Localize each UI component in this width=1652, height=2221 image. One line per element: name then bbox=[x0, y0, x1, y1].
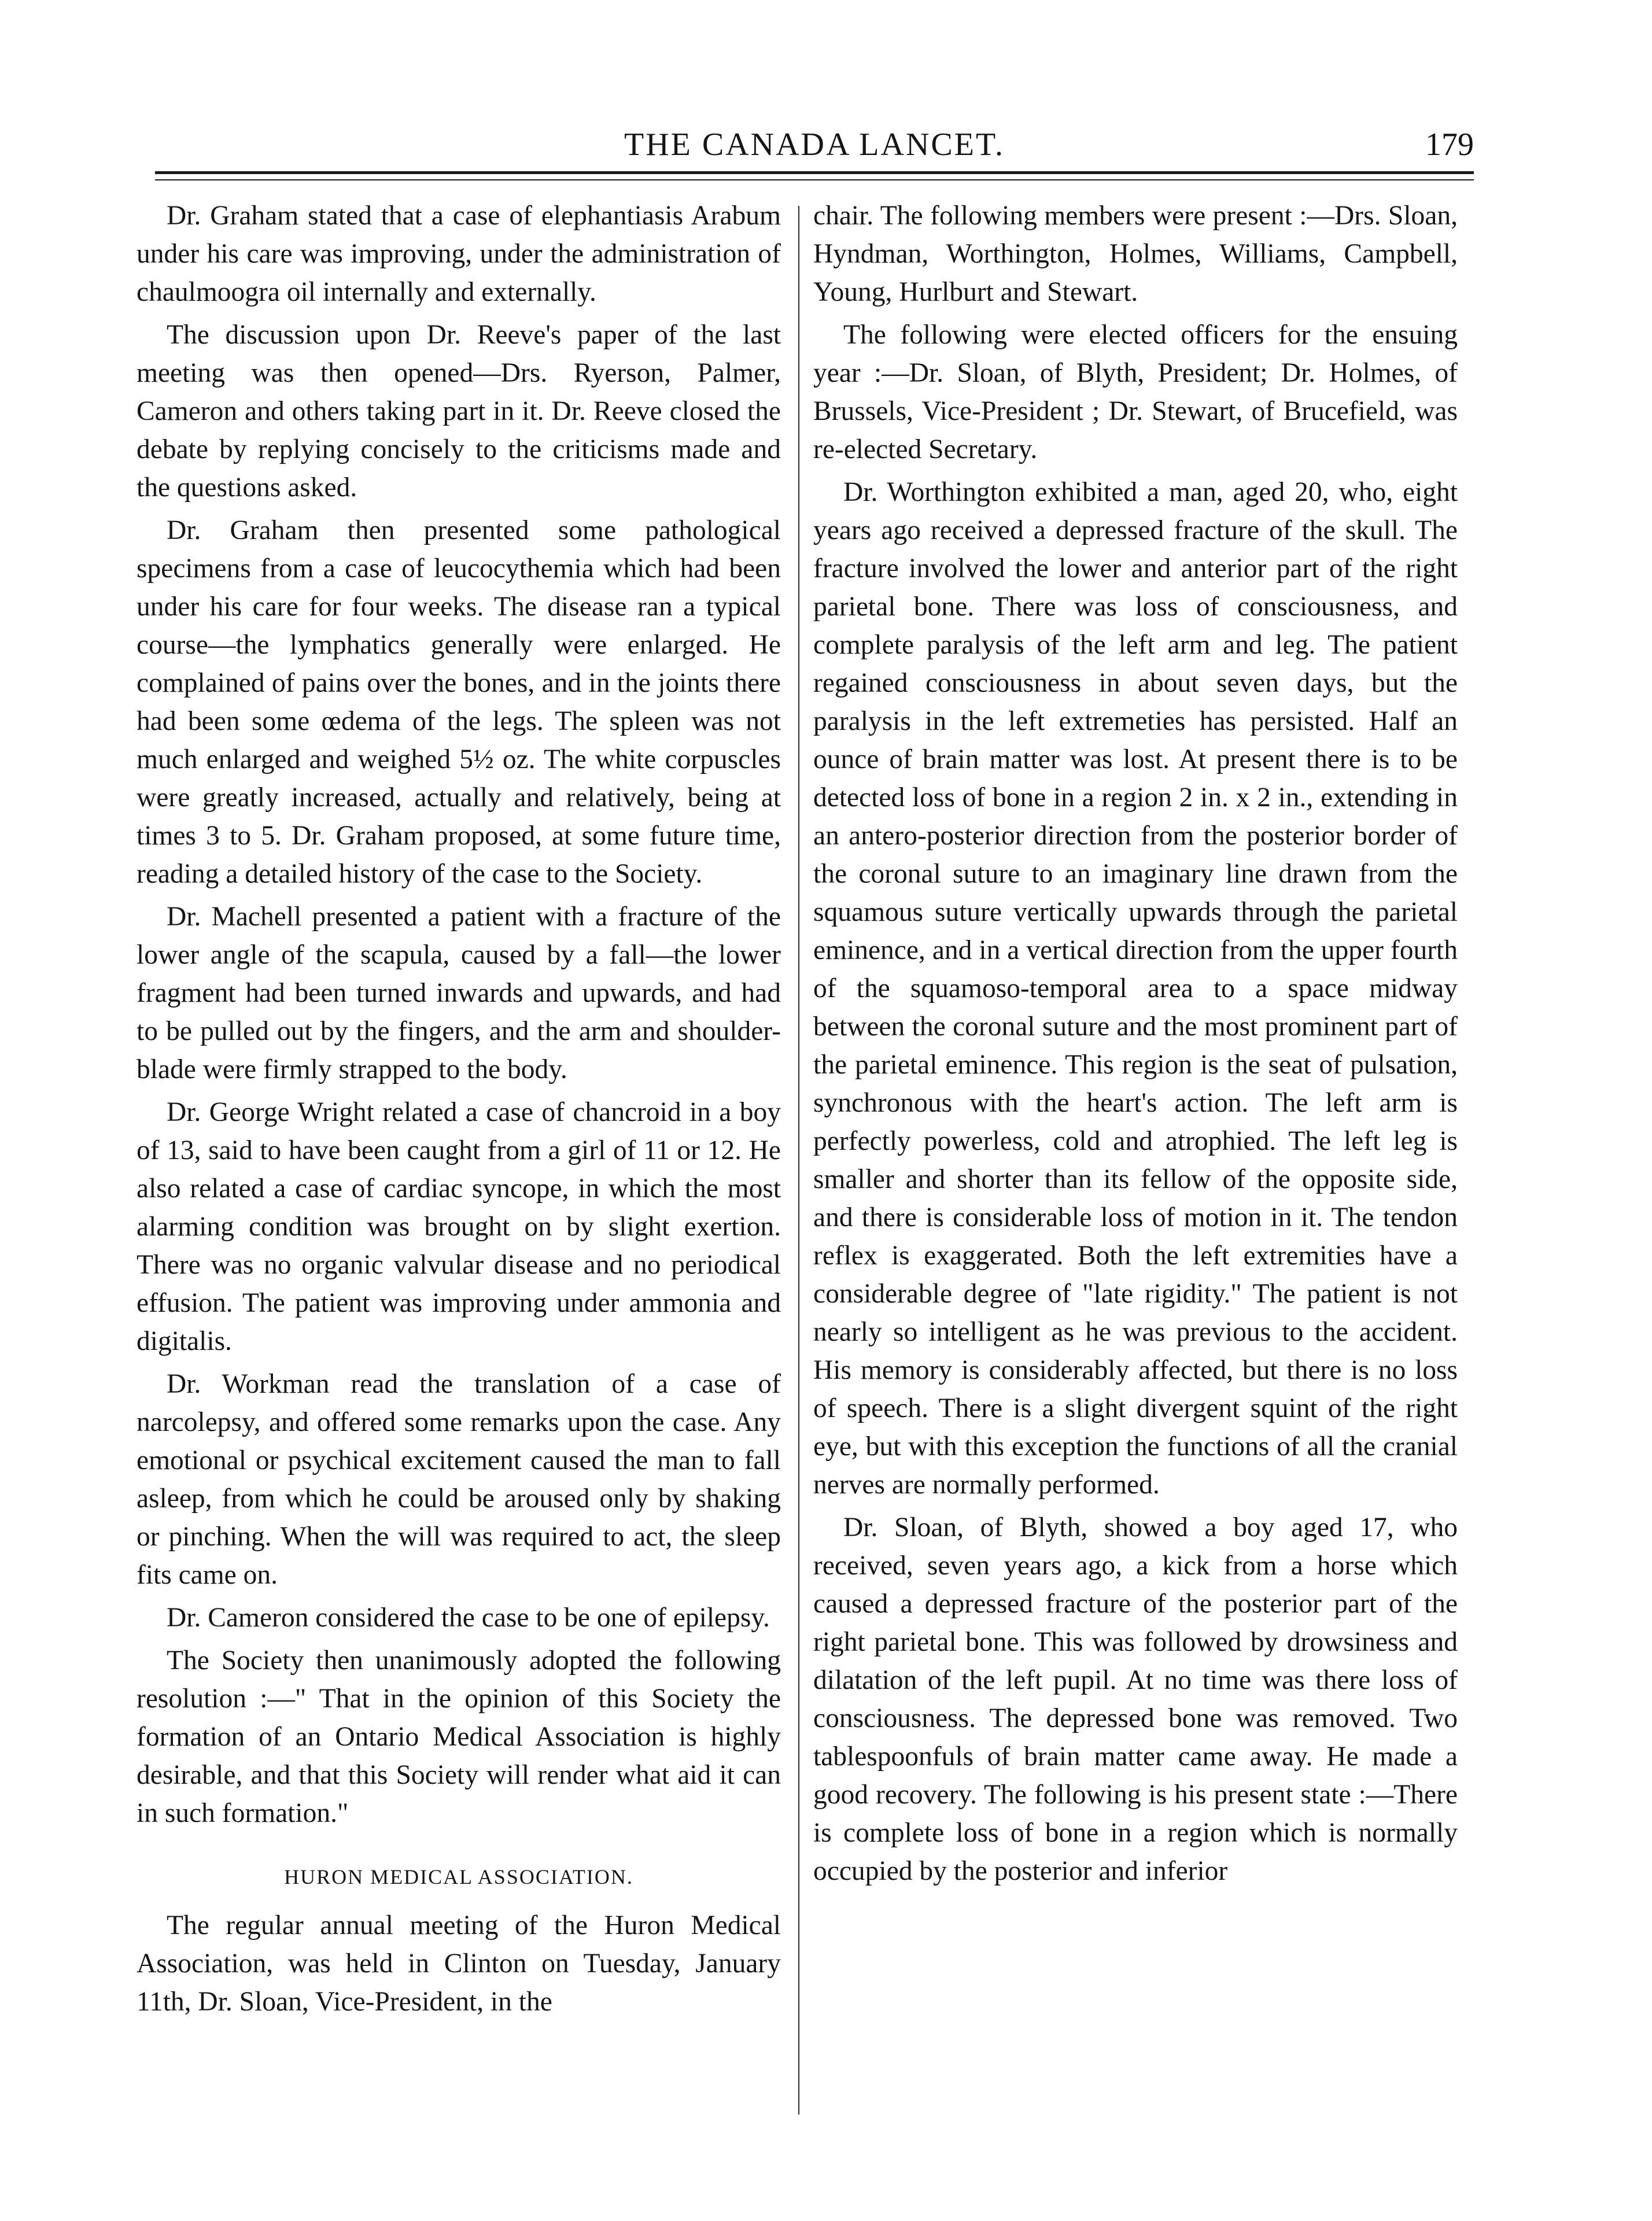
paragraph-elephantiasis: Dr. Graham stated that a case of elephantiasis Arabum under his care was improving, under the administration of chaulmoogra oil internally and externally. bbox=[137, 201, 781, 307]
paragraph-scapula-fracture: Dr. Machell presented a patient with a fracture of the lower angle of the scapula, caused by a fall—the lower fragment had been turned inwards and upwards, and had to be pulled out by the fingers, and the arm and shoulder-blade were firmly strapped to the body. bbox=[137, 902, 781, 1084]
paragraph-huron-meeting: The regular annual meeting of the Huron Medical Association, was held in Clinton on Tuesday, January 11th, Dr. Sloan, Vice-President, in the bbox=[137, 1910, 781, 2017]
column-divider bbox=[798, 206, 799, 2115]
paragraph-sloan-case: Dr. Sloan, of Blyth, showed a boy aged 17, who received, seven years ago, a kick from a horse which caused a depressed fracture of the posterior part of the right parietal bone. This was followed by drowsiness and dilatation of the left pupil. At no time was there loss of consciousness. The depressed bone was removed. Two tablespoonfuls of brain matter came away. He made a good recovery. The following is his present state :—There is complete loss of bone in a region which is normally occupied by the posterior and inferior bbox=[813, 1512, 1458, 1886]
paragraph-officers: The following were elected officers for the ensuing year :—Dr. Sloan, of Blyth, President; Dr. Holmes, of Brussels, Vice-President ; Dr. Stewart, of Brucefield, was re-elected Secretary. bbox=[813, 320, 1458, 464]
section-heading-huron: HURON MEDICAL ASSOCIATION. bbox=[284, 1865, 633, 1888]
running-header bbox=[155, 126, 1474, 172]
paragraph-chancroid: Dr. George Wright related a case of chancroid in a boy of 13, said to have been caught from a girl of 11 or 12. He also related a case of cardiac syncope, in which the most alarming condition was brought on by slight exertion. There was no organic valvular disease and no periodical effusion. The patient was improving under ammonia and digitalis. bbox=[137, 1097, 781, 1356]
paragraph-discussion: The discussion upon Dr. Reeve's paper of the last meeting was then opened—Drs. Ryerson, Palmer, Cameron and others taking part in it. Dr. Reeve closed the debate by replying concisely to the criticisms made and the questions asked. bbox=[137, 320, 781, 503]
paragraph-epilepsy: Dr. Cameron considered the case to be one of epilepsy. bbox=[167, 1603, 770, 1633]
left-column bbox=[137, 197, 781, 2021]
header-rule-thick bbox=[155, 171, 1474, 174]
page-number: 179 bbox=[1425, 127, 1474, 163]
header-rule-thin bbox=[155, 179, 1474, 180]
paragraph-narcolepsy: Dr. Workman read the translation of a case of narcolepsy, and offered some remarks upon the case. Any emotional or psychical excitement caused the man to fall asleep, from which he could be aroused only by shaking or pinching. When the will was required to act, the sleep fits came on. bbox=[137, 1369, 781, 1590]
paragraph-leucocythemia: Dr. Graham then presented some pathological specimens from a case of leucocythemia which had been under his care for four weeks. The disease ran a typical course—the lymphatics generally were enlarged. He complained of pains over the bones, and in the joints there had been some œdema of the legs. The spleen was not much enlarged and weighed 5½ oz. The white corpuscles were greatly increased, actually and relatively, being at times 3 to 5. Dr. Graham proposed, at some future time, reading a detailed history of the case to the Society. bbox=[137, 515, 781, 889]
paragraph-worthington-case: Dr. Worthington exhibited a man, aged 20, who, eight years ago received a depressed fracture of the skull. The fracture involved the lower and anterior part of the right parietal bone. There was loss of consciousness, and complete paralysis of the left arm and leg. The patient regained consciousness in about seven days, but the paralysis in the left extremeties has persisted. Half an ounce of brain matter was lost. At present there is to be detected loss of bone in a region 2 in. x 2 in., extending in an antero-posterior direction from the posterior border of the coronal suture to an imaginary line drawn from the squamous suture vertically upwards through the parietal eminence, and in a vertical direction from the upper fourth of the squamoso-temporal area to a space midway between the coronal suture and the most prominent part of the parietal eminence. This region is the seat of pulsation, synchronous with the heart's action. The left arm is perfectly powerless, cold and atrophied. The left leg is smaller and shorter than its fellow of the opposite side, and there is considerable loss of motion in it. The tendon reflex is exaggerated. Both the left extremities have a considerable degree of "late rigidity." The patient is not nearly so intelligent as he was previous to the accident. His memory is considerably affected, but there is no loss of speech. There is a slight divergent squint of the right eye, but with this exception the functions of all the cranial nerves are normally performed. bbox=[813, 477, 1458, 1500]
paragraph-members-present: chair. The following members were present :—Drs. Sloan, Hyndman, Worthington, Holmes, Williams, Campbell, Young, Hurlburt and Stewart. bbox=[813, 201, 1458, 307]
journal-title: THE CANADA LANCET. bbox=[624, 127, 1005, 163]
right-column bbox=[813, 197, 1458, 1890]
paragraph-resolution: The Society then unanimously adopted the following resolution :—" That in the opinion of this Society the formation of an Ontario Medical Association is highly desirable, and that this Society will render what aid it can in such formation." bbox=[137, 1646, 781, 1828]
